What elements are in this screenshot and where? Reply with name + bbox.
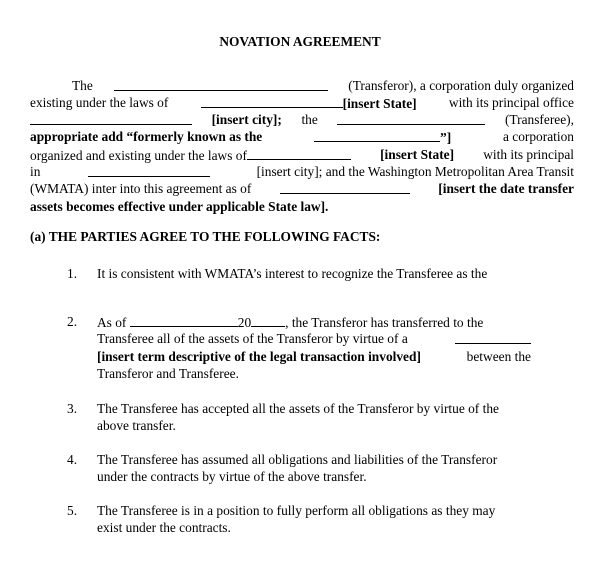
intro-text: (Transferee),: [504, 112, 574, 127]
intro-line-7: [30, 180, 574, 197]
intro-text: (WMATA) inter into this agreement as of: [30, 181, 252, 196]
intro-text: with its principal office: [448, 95, 574, 110]
document-title: NOVATION AGREEMENT: [219, 34, 381, 49]
fact-number: 2.: [67, 314, 78, 329]
transferor-city-blank[interactable]: [30, 111, 192, 125]
intro-text: the: [301, 112, 318, 127]
insert-city-label: [insert city];: [211, 112, 282, 127]
transferor-state-blank[interactable]: [201, 94, 343, 108]
formerly-known-text: appropriate add “formerly known as the: [30, 129, 263, 144]
fact-number: 4.: [67, 452, 78, 467]
transferor-name-blank[interactable]: [114, 77, 328, 91]
fact-text: Transferor and Transferee.: [97, 365, 239, 381]
intro-line-3: [30, 111, 574, 128]
intro-line-6: [30, 163, 574, 180]
fact-text: under the contracts by virtue of the above transfer.: [97, 469, 367, 485]
fact-text: The Transferee is in a position to fully perform all obligations as they may: [97, 503, 496, 518]
intro-text: [insert city]; and the Washington Metropolitan Area Transit: [256, 164, 574, 179]
intro-text: in: [30, 164, 41, 179]
fact-text: exist under the contracts.: [97, 520, 231, 536]
effective-date-blank[interactable]: [280, 180, 410, 194]
fact-text: 20: [237, 315, 252, 330]
fact-text: , the Transferor has transferred to the: [285, 315, 484, 330]
fact-text: above transfer.: [97, 418, 176, 434]
intro-line-5: [30, 146, 574, 163]
intro-line-4: [30, 128, 574, 145]
transferee-state-blank[interactable]: [247, 146, 351, 160]
intro-text: with its principal: [483, 147, 574, 162]
fact-text: Transferee all of the assets of the Transferor by virtue of a: [97, 331, 408, 347]
intro-line-1: [72, 77, 574, 94]
fact-text: The Transferee has accepted all the assets of the Transferor by virtue of the: [97, 401, 499, 416]
intro-text: a corporation: [502, 129, 574, 144]
fact-text: It is consistent with WMATA’s interest to recognize the Transferee as the: [97, 266, 488, 281]
insert-term-label: [insert term descriptive of the legal transaction involved]: [97, 348, 421, 364]
section-heading: (a) THE PARTIES AGREE TO THE FOLLOWING FACTS:: [30, 229, 381, 244]
transfer-year-blank[interactable]: [251, 313, 285, 327]
insert-date-label: [insert the date transfer: [438, 181, 574, 196]
former-name-blank[interactable]: [314, 128, 440, 142]
intro-line-2: [30, 94, 574, 111]
fact-text: As of: [97, 315, 127, 330]
transaction-type-blank[interactable]: [455, 330, 531, 344]
intro-text: ”]: [440, 130, 452, 145]
intro-text: assets becomes effective under applicable State law].: [30, 199, 329, 214]
intro-text: (Transferor), a corporation duly organized: [348, 78, 574, 93]
intro-line-8: [30, 198, 574, 215]
transfer-date-blank[interactable]: [130, 313, 238, 327]
fact-number: 3.: [67, 401, 78, 416]
transferee-name-blank[interactable]: [337, 111, 485, 125]
intro-text: existing under the laws of: [30, 95, 169, 110]
fact-text: The Transferee has assumed all obligations and liabilities of the Transferor: [97, 452, 498, 467]
insert-state-label: [insert State]: [380, 147, 455, 162]
fact-number: 1.: [67, 266, 78, 281]
fact-number: 5.: [67, 503, 78, 518]
intro-text: The: [72, 78, 93, 93]
fact-text: between the: [466, 348, 531, 364]
transferee-city-blank[interactable]: [88, 163, 210, 177]
insert-state-label: [insert State]: [342, 96, 417, 111]
intro-text: organized and existing under the laws of: [30, 148, 247, 163]
